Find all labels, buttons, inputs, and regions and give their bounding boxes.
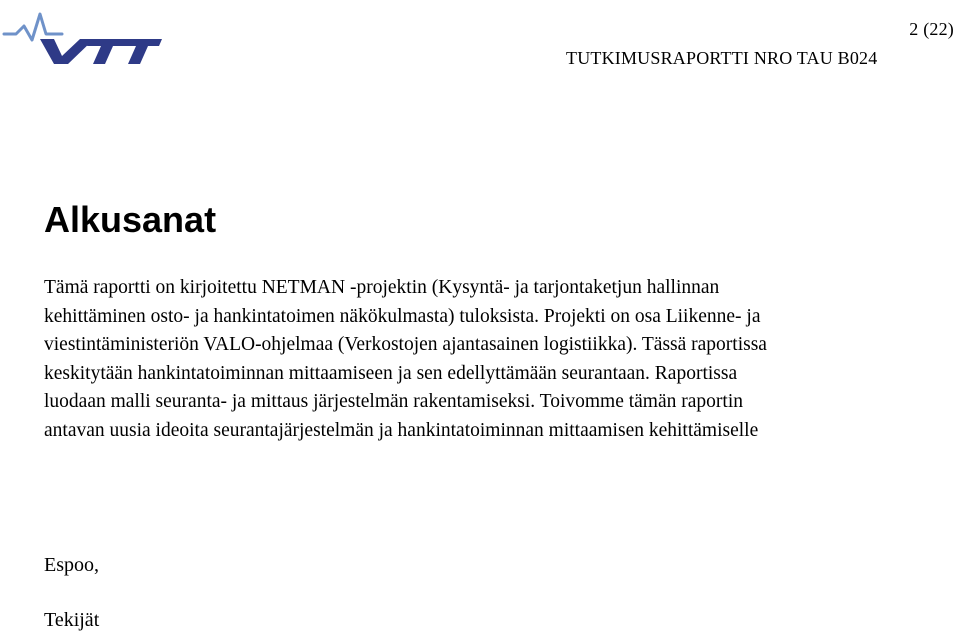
report-id: TUTKIMUSRAPORTTI NRO TAU B024 <box>566 48 878 68</box>
paragraph-line: viestintäministeriön VALO-ohjelmaa (Verkostojen ajantasainen logistiikka). Tässä raportissa <box>44 334 767 356</box>
paragraph-line: keskitytään hankintatoiminnan mittaamiseen ja sen edellyttämään seurantaan. Raportissa <box>44 362 738 384</box>
page-header <box>0 0 960 90</box>
logo-letter-t1 <box>87 39 128 64</box>
paragraph-line: antavan uusia ideoita seurantajärjestelmän ja hankintatoiminnan mittaamisen kehittämiselle <box>44 419 759 441</box>
page-number: 2 (22) <box>909 19 954 39</box>
foreword-paragraph <box>44 274 956 446</box>
logo-letter-t2 <box>123 39 162 64</box>
paragraph-line: Tämä raportti on kirjoitettu NETMAN -projektin (Kysyntä- ja tarjontaketjun hallinnan <box>44 277 720 298</box>
logo-letter-v <box>40 39 94 64</box>
authors-line: Tekijät <box>44 609 100 631</box>
place-line: Espoo, <box>44 554 99 576</box>
paragraph-line: kehittäminen osto- ja hankintatoimen näkökulmasta) tuloksista. Projekti on osa Liikenne- ja <box>44 305 761 327</box>
section-heading: Alkusanat <box>44 199 217 240</box>
vtt-logo-icon <box>2 6 167 66</box>
paragraph-line: luodaan malli seuranta- ja mittaus järjestelmän rakentamiseksi. Toivomme tämän raportin <box>44 391 743 413</box>
logo-wave <box>4 14 62 40</box>
